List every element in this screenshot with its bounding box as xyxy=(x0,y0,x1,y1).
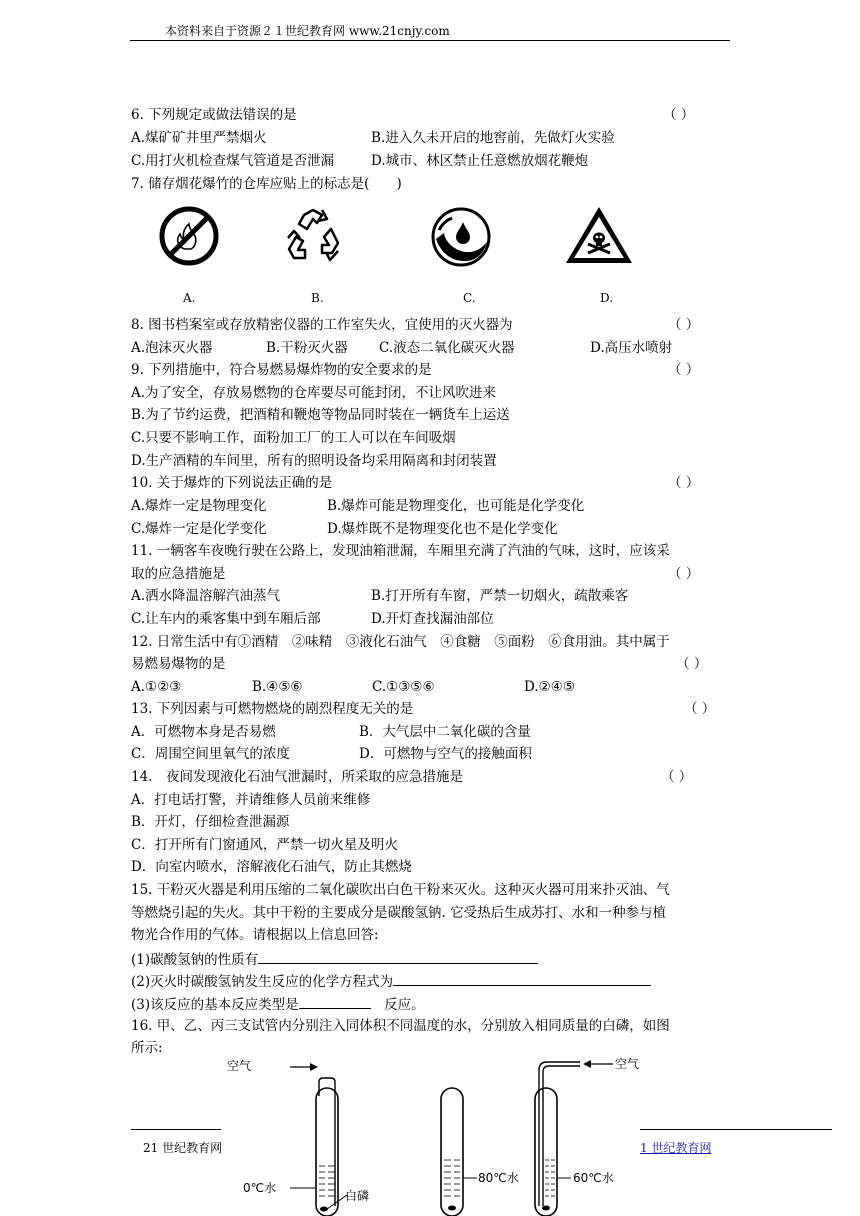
q11-option-b: B.打开所有车窗，严禁一切烟火，疏散乘客 xyxy=(371,588,629,604)
q8-option-c: C.液态二氧化碳灭火器 xyxy=(379,340,515,356)
water-80c-label: 80℃水 xyxy=(478,1171,519,1185)
tube-yi xyxy=(441,1088,477,1216)
q12-stem-line2: 易燃易爆物的是 xyxy=(131,656,226,672)
water-0c-label: 0℃水 xyxy=(243,1181,277,1195)
toxic-warning-icon xyxy=(563,204,635,266)
q11-stem-line1: 11. 一辆客车夜晚行驶在公路上，发现油箱泄漏，车厢里充满了汽油的气味，这时，应该采 xyxy=(131,543,670,559)
header-rule xyxy=(130,40,730,41)
q16-line1: 16. 甲、乙、丙三支试管内分别注入同体积不同温度的水，分别放入相同质量的白磷，如图 xyxy=(131,1018,670,1034)
q15-sub1 xyxy=(131,949,538,969)
q7-stem: 7. 储存烟花爆竹的仓库应贴上的标志是( ) xyxy=(131,176,402,192)
q15-line3: 物光合作用的气体。请根据以上信息回答: xyxy=(131,927,379,943)
test-tube-figure xyxy=(215,1048,655,1216)
q13-option-d: D．可燃物与空气的接触面积 xyxy=(359,746,532,762)
q9-option-d: D.生产酒精的车间里，所有的照明设备均采用隔离和封闭装置 xyxy=(131,453,497,469)
no-fire-icon xyxy=(158,205,220,267)
q6-answer-paren: （ ） xyxy=(663,107,695,123)
q11-option-d: D.开灯查找漏油部位 xyxy=(371,611,494,627)
q15-sub3-blank[interactable] xyxy=(299,994,371,1009)
water-saving-icon xyxy=(430,206,492,268)
q10-stem: 10. 关于爆炸的下列说法正确的是 xyxy=(131,475,333,491)
footer-left-text: 21 世纪教育网 xyxy=(143,1141,223,1155)
footer-rule-right xyxy=(640,1129,832,1130)
q8-stem: 8. 图书档案室或存放精密仪器的工作室失火，宜使用的灭火器为 xyxy=(131,317,513,333)
q10-option-a: A.爆炸一定是物理变化 xyxy=(131,498,267,514)
air-label-right: 空气 xyxy=(615,1057,640,1071)
footer-rule-left xyxy=(131,1129,221,1130)
q9-option-b: B.为了节约运费，把酒精和鞭炮等物品同时装在一辆货车上运送 xyxy=(131,407,510,423)
q7-label-c: C. xyxy=(463,291,476,305)
q10-answer-paren: （ ） xyxy=(668,475,700,491)
q7-label-d: D. xyxy=(600,291,614,305)
q14-answer-paren: （ ） xyxy=(661,769,693,785)
q6-option-c: C.用打火机检查煤气管道是否泄漏 xyxy=(131,153,335,169)
q8-option-b: B.干粉灭火器 xyxy=(266,340,348,356)
q11-option-c: C.让车内的乘客集中到车厢后部 xyxy=(131,611,321,627)
q15-sub2-blank[interactable] xyxy=(393,971,651,986)
q15-line2: 等燃烧引起的失火。其中干粉的主要成分是碳酸氢钠. 它受热后生成苏打、水和一种参与植 xyxy=(131,905,667,921)
q13-option-a: A．可燃物本身是否易燃 xyxy=(131,724,276,740)
q13-option-b: B．大气层中二氧化碳的含量 xyxy=(359,724,531,740)
q15-sub2 xyxy=(131,971,651,991)
water-60c-label: 60℃水 xyxy=(573,1171,614,1185)
q15-sub3-text: (3)该反应的基本反应类型是 xyxy=(131,997,299,1013)
tube-jia xyxy=(290,1063,347,1216)
q13-answer-paren: （ ） xyxy=(684,701,716,717)
q15-sub1-blank[interactable] xyxy=(258,949,538,964)
q9-stem: 9. 下列措施中，符合易燃易爆炸物的安全要求的是 xyxy=(131,362,432,378)
recycle-icon xyxy=(282,207,344,265)
q14-option-c: C．打开所有门窗通风，严禁一切火星及明火 xyxy=(131,837,398,853)
header-text: 本资料来自于资源２１世纪教育网 www.21cnjy.com xyxy=(165,24,450,38)
q12-option-a: A.①②③ xyxy=(131,679,182,695)
q6-option-d: D.城市、林区禁止任意燃放烟花鞭炮 xyxy=(371,153,589,169)
q11-answer-paren: （ ） xyxy=(668,566,700,582)
q9-option-a: A.为了安全，存放易燃物的仓库要尽可能封闭，不让风吹进来 xyxy=(131,385,497,401)
q7-label-a: A. xyxy=(183,291,196,305)
q10-option-d: D.爆炸既不是物理变化也不是化学变化 xyxy=(327,521,558,537)
q12-option-b: B.④⑤⑥ xyxy=(252,679,303,695)
q15-line1: 15. 干粉灭火器是利用压缩的二氧化碳吹出白色干粉来灭火。这种灭火器可用来扑灭油、气 xyxy=(131,882,670,898)
q15-sub3 xyxy=(131,994,425,1014)
q15-sub3-suffix: 反应。 xyxy=(384,997,425,1013)
q13-stem: 13. 下列因素与可燃物燃烧的剧烈程度无关的是 xyxy=(131,701,414,717)
q14-option-a: A．打电话打警，并请维修人员前来维修 xyxy=(131,792,371,808)
phosphorus-label: 白磷 xyxy=(345,1189,370,1203)
q16-line2: 所示: xyxy=(131,1040,163,1056)
q14-option-d: D．向室内喷水，溶解液化石油气，防止其燃烧 xyxy=(131,859,412,875)
footer-right-link[interactable]: 1 世纪教育网 xyxy=(640,1141,712,1155)
tube-bing xyxy=(535,1060,613,1216)
q8-answer-paren: （ ） xyxy=(668,317,700,333)
q10-option-c: C.爆炸一定是化学变化 xyxy=(131,521,267,537)
air-label-left: 空气 xyxy=(227,1059,252,1073)
q6-stem: 6. 下列规定或做法错误的是 xyxy=(131,107,297,123)
q10-option-b: B.爆炸可能是物理变化，也可能是化学变化 xyxy=(327,498,585,514)
q12-stem-line1: 12. 日常生活中有①酒精 ②味精 ③液化石油气 ④食糖 ⑤面粉 ⑥食用油。其中属于 xyxy=(131,634,670,650)
q15-sub2-text: (2)灭火时碳酸氢钠发生反应的化学方程式为 xyxy=(131,974,394,990)
q9-option-c: C.只要不影响工作，面粉加工厂的工人可以在车间吸烟 xyxy=(131,430,456,446)
q6-option-a: A.煤矿矿井里严禁烟火 xyxy=(131,130,267,146)
q13-option-c: C．周围空间里氧气的浓度 xyxy=(131,746,290,762)
q11-stem-line2: 取的应急措施是 xyxy=(131,566,226,582)
q14-stem: 14. 夜间发现液化石油气泄漏时，所采取的应急措施是 xyxy=(131,769,463,785)
q14-option-b: B．开灯，仔细检查泄漏源 xyxy=(131,814,290,830)
q12-option-d: D.②④⑤ xyxy=(524,679,575,695)
q8-option-a: A.泡沫灭火器 xyxy=(131,340,213,356)
q11-option-a: A.洒水降温溶解汽油蒸气 xyxy=(131,588,281,604)
q12-option-c: C.①③⑤⑥ xyxy=(372,679,435,695)
q7-label-b: B. xyxy=(311,291,324,305)
q8-option-d: D.高压水喷射 xyxy=(590,340,673,356)
q6-option-b: B.进入久未开启的地窖前，先做灯火实验 xyxy=(371,130,615,146)
q15-sub1-text: (1)碳酸氢钠的性质有 xyxy=(131,952,259,968)
q12-answer-paren: （ ） xyxy=(676,656,708,672)
q9-answer-paren: （ ） xyxy=(668,362,700,378)
